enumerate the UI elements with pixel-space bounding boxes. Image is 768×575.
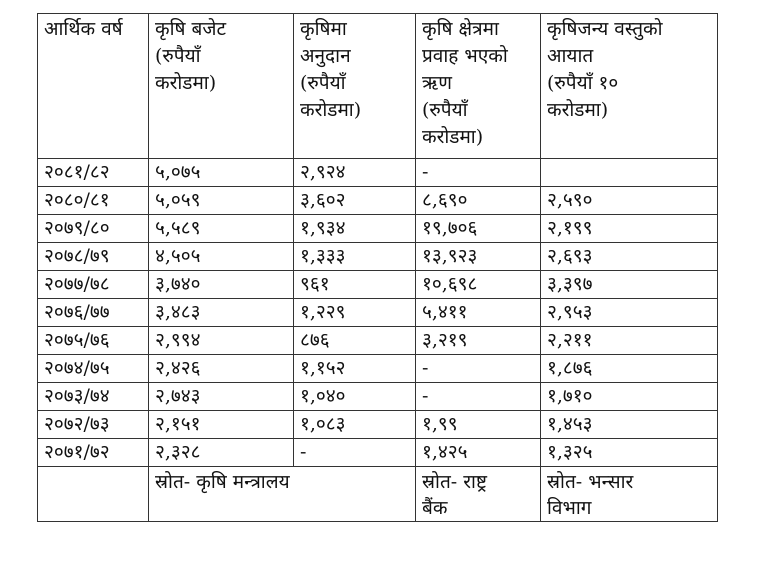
budget-cell: २,३२८ (149, 439, 294, 467)
fiscal-year-cell: २०७५/७६ (38, 327, 149, 355)
loan-cell: - (416, 383, 541, 411)
table-row (38, 271, 718, 299)
subsidy-cell: १,३३३ (294, 243, 416, 271)
fiscal-year-cell: २०८०/८१ (38, 187, 149, 215)
table-row (38, 383, 718, 411)
budget-cell: ५,०५९ (149, 187, 294, 215)
import-cell: २,२११ (541, 327, 718, 355)
budget-cell: २,१५१ (149, 411, 294, 439)
budget-cell: २,४२६ (149, 355, 294, 383)
table-row (38, 215, 718, 243)
header-agri-import: कृषिजन्य वस्तुको आयात (रुपैयाँ १० करोडमा) (541, 14, 718, 159)
source-empty-cell (38, 467, 149, 522)
import-cell: १,४५३ (541, 411, 718, 439)
table-row (38, 355, 718, 383)
loan-cell: १०,६९८ (416, 271, 541, 299)
import-cell: २,१९९ (541, 215, 718, 243)
budget-cell: २,७४३ (149, 383, 294, 411)
header-agri-loan: कृषि क्षेत्रमा प्रवाह भएको ऋण (रुपैयाँ करोडमा) (416, 14, 541, 159)
fiscal-year-cell: २०७२/७३ (38, 411, 149, 439)
subsidy-cell: १,९३४ (294, 215, 416, 243)
fiscal-year-cell: २०७३/७४ (38, 383, 149, 411)
loan-cell: ८,६९० (416, 187, 541, 215)
loan-cell: १९,७०६ (416, 215, 541, 243)
subsidy-cell: - (294, 439, 416, 467)
fiscal-year-cell: २०७४/७५ (38, 355, 149, 383)
import-cell: २,६९३ (541, 243, 718, 271)
loan-cell: ३,२१९ (416, 327, 541, 355)
fiscal-year-cell: २०७७/७८ (38, 271, 149, 299)
table-row (38, 439, 718, 467)
fiscal-year-cell: २०७१/७२ (38, 439, 149, 467)
import-cell: ३,३९७ (541, 271, 718, 299)
import-cell: १,३२५ (541, 439, 718, 467)
header-fiscal-year: आर्थिक वर्ष (38, 14, 149, 159)
loan-cell: १,४२५ (416, 439, 541, 467)
fiscal-year-cell: २०७६/७७ (38, 299, 149, 327)
subsidy-cell: ३,६०२ (294, 187, 416, 215)
subsidy-cell: ९६१ (294, 271, 416, 299)
header-row (38, 14, 718, 159)
budget-cell: ४,५०५ (149, 243, 294, 271)
loan-cell: १३,९२३ (416, 243, 541, 271)
budget-cell: ३,७४० (149, 271, 294, 299)
budget-cell: ५,५८९ (149, 215, 294, 243)
subsidy-cell: २,९२४ (294, 159, 416, 187)
fiscal-year-cell: २०७८/७९ (38, 243, 149, 271)
subsidy-cell: १,०४० (294, 383, 416, 411)
header-agri-subsidy: कृषिमा अनुदान (रुपैयाँ करोडमा) (294, 14, 416, 159)
source-import: स्रोत- भन्सार विभाग (541, 467, 718, 522)
loan-cell: - (416, 159, 541, 187)
subsidy-cell: १,०८३ (294, 411, 416, 439)
subsidy-cell: १,१५२ (294, 355, 416, 383)
budget-cell: ३,४८३ (149, 299, 294, 327)
import-cell: १,८७६ (541, 355, 718, 383)
table-body (38, 159, 718, 467)
table-row (38, 411, 718, 439)
import-cell: २,९५३ (541, 299, 718, 327)
source-loan: स्रोत- राष्ट्र बैंक (416, 467, 541, 522)
header-agri-budget: कृषि बजेट (रुपैयाँ करोडमा) (149, 14, 294, 159)
loan-cell: १,९९ (416, 411, 541, 439)
table-row (38, 299, 718, 327)
table-row (38, 187, 718, 215)
agriculture-stats-table (37, 13, 718, 522)
table-row (38, 243, 718, 271)
budget-cell: २,९९४ (149, 327, 294, 355)
table-row (38, 327, 718, 355)
table-row (38, 159, 718, 187)
import-cell: १,७१० (541, 383, 718, 411)
loan-cell: ५,४११ (416, 299, 541, 327)
budget-cell: ५,०७५ (149, 159, 294, 187)
fiscal-year-cell: २०७९/८० (38, 215, 149, 243)
loan-cell: - (416, 355, 541, 383)
fiscal-year-cell: २०८१/८२ (38, 159, 149, 187)
subsidy-cell: ८७६ (294, 327, 416, 355)
import-cell (541, 159, 718, 187)
import-cell: २,५९० (541, 187, 718, 215)
subsidy-cell: १,२२९ (294, 299, 416, 327)
source-budget: स्रोत- कृषि मन्त्रालय (149, 467, 416, 522)
source-row (38, 467, 718, 522)
